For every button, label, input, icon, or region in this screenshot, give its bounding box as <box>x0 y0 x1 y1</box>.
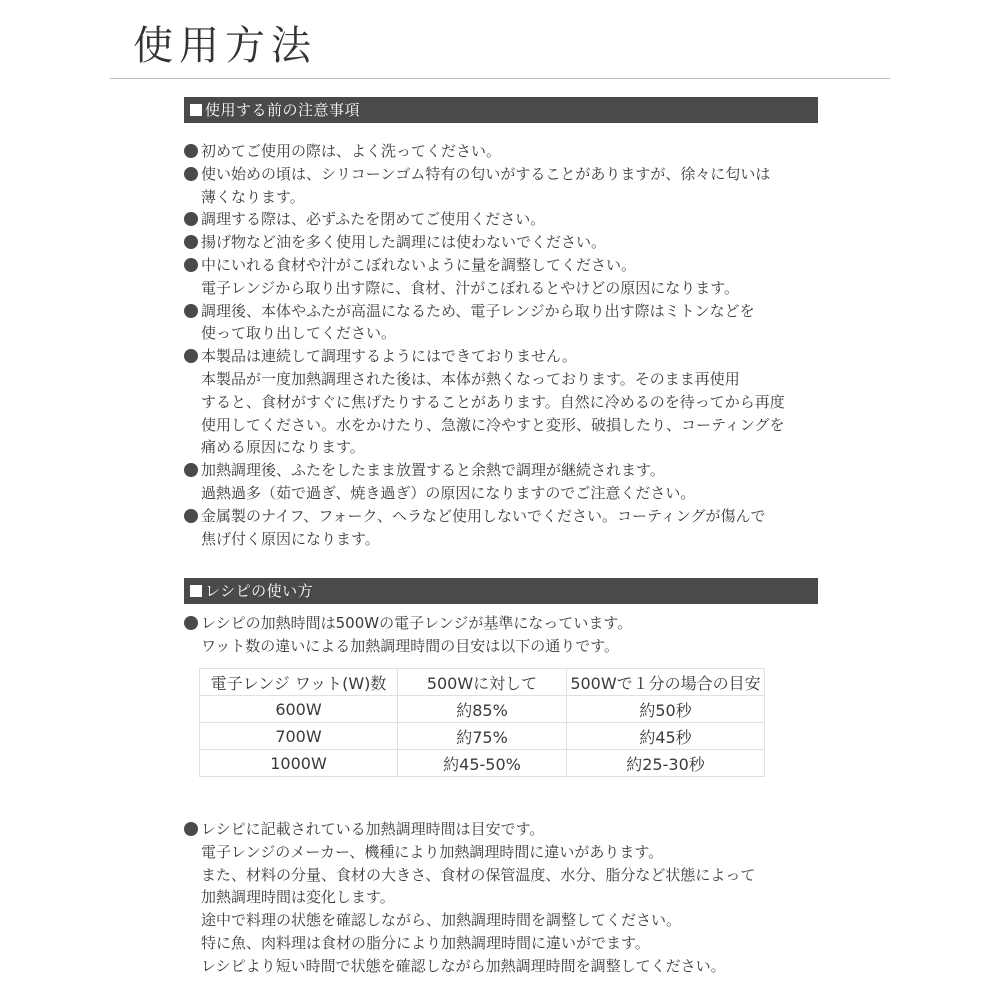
text-line: 初めてご使用の際は、よく洗ってください。 <box>201 142 502 160</box>
bullet-icon <box>184 822 198 836</box>
text-line: 過熱過多（茹で過ぎ、焼き過ぎ）の原因になりますのでご注意ください。 <box>201 483 696 502</box>
bullet-icon <box>184 616 198 630</box>
text-line: 途中で料理の状態を確認しながら、加熱調理時間を調整してください。 <box>201 911 682 930</box>
list-item <box>184 459 824 505</box>
title-divider <box>110 78 890 79</box>
table-cell: 700W <box>200 723 398 750</box>
list-item <box>184 612 824 658</box>
text-line: 加熱調理後、ふたをしたまま放置すると余熱で調理が継続されます。 <box>201 461 665 480</box>
list-item <box>184 300 824 346</box>
table-row <box>200 723 765 750</box>
table-cell: 約50秒 <box>567 696 765 723</box>
list-item <box>184 345 824 459</box>
list-item <box>184 140 824 163</box>
text-line: 特に魚、肉料理は食材の脂分により加熱調理時間に違いがでます。 <box>201 933 650 952</box>
text-line: 調理する際は、必ずふたを閉めてご使用ください。 <box>201 210 546 229</box>
text-line: 金属製のナイフ、フォーク、ヘラなど使用しないでください。コーティングが傷んで <box>201 506 766 525</box>
text-line: 調理後、本体やふたが高温になるため、電子レンジから取り出す際はミトンなどを <box>201 301 755 320</box>
table-header-row <box>200 669 765 696</box>
bullet-icon <box>184 167 198 181</box>
list-item <box>184 163 824 209</box>
table-row <box>200 696 765 723</box>
table-cell: 1000W <box>200 750 398 777</box>
text-line: 使用してください。水をかけたり、急激に冷やすと変形、破損したり、コーティングを <box>201 415 785 434</box>
table-row <box>200 750 765 777</box>
text-line: すると、食材がすぐに焦げたりすることがあります。自然に冷めるのを待ってから再度 <box>201 392 785 411</box>
text-line: 電子レンジから取り出す際に、食材、汁がこぼれるとやけどの原因になります。 <box>201 278 740 297</box>
text-line: 加熱調理時間は変化します。 <box>201 888 395 907</box>
text-line: ワット数の違いによる加熱調理時間の目安は以下の通りです。 <box>201 636 620 655</box>
section-header-precautions <box>184 97 818 123</box>
table-header-cell: 電子レンジ ワット(W)数 <box>200 669 398 696</box>
list-item <box>184 818 824 978</box>
bullet-icon <box>184 509 198 523</box>
text-line: 電子レンジのメーカー、機種により加熱調理時間に違いがあります。 <box>201 842 664 861</box>
text-line: レシピに記載されている加熱調理時間は目安です。 <box>201 820 545 838</box>
table-cell: 約45秒 <box>567 723 765 750</box>
table-cell: 約25-30秒 <box>567 750 765 777</box>
table-cell: 約75% <box>398 723 567 750</box>
text-line: 揚げ物など油を多く使用した調理には使わないでください。 <box>201 233 607 252</box>
text-line: 使い始めの頃は、シリコーンゴム特有の匂いがすることがありますが、徐々に匂いは <box>201 164 771 183</box>
list-item <box>184 208 824 231</box>
section-heading-text: レシピの使い方 <box>205 582 314 600</box>
text-line: 本製品が一度加熱調理された後は、本体が熱くなっております。そのまま再使用 <box>201 369 740 388</box>
list-item <box>184 231 824 254</box>
bullet-icon <box>184 349 198 363</box>
table-cell: 600W <box>200 696 398 723</box>
text-line: 本製品は連続して調理するようにはできておりません。 <box>201 347 577 366</box>
square-icon <box>190 585 202 597</box>
table-cell: 約85% <box>398 696 567 723</box>
recipe-intro <box>184 612 824 658</box>
section-header-recipe <box>184 578 818 604</box>
bullet-icon <box>184 463 198 477</box>
bullet-icon <box>184 212 198 226</box>
table-header-cell: 500Wで１分の場合の目安 <box>567 669 765 696</box>
table-cell: 約45-50% <box>398 750 567 777</box>
text-line: 痛める原因になります。 <box>201 438 365 457</box>
wattage-table <box>199 668 765 777</box>
table-header-cell: 500Wに対して <box>398 669 567 696</box>
square-icon <box>190 104 202 116</box>
bullet-icon <box>184 144 198 158</box>
list-item <box>184 254 824 300</box>
text-line: レシピの加熱時間は500Wの電子レンジが基準になっています。 <box>201 614 633 632</box>
page-title: 使用方法 <box>133 23 317 69</box>
list-item <box>184 505 824 551</box>
section-heading-text: 使用する前の注意事項 <box>205 101 361 119</box>
text-line: 焦げ付く原因になります。 <box>201 529 380 548</box>
text-line: 使って取り出してください。 <box>201 324 397 343</box>
text-line: また、材料の分量、食材の大きさ、食材の保管温度、水分、脂分など状態によって <box>201 865 756 884</box>
precautions-list <box>184 140 824 550</box>
text-line: レシピより短い時間で状態を確認しながら加熱調理時間を調整してください。 <box>201 956 726 975</box>
bullet-icon <box>184 235 198 249</box>
bullet-icon <box>184 304 198 318</box>
text-line: 薄くなります。 <box>201 187 305 206</box>
recipe-notes <box>184 818 824 978</box>
bullet-icon <box>184 258 198 272</box>
text-line: 中にいれる食材や汁がこぼれないように量を調整してください。 <box>201 255 637 274</box>
